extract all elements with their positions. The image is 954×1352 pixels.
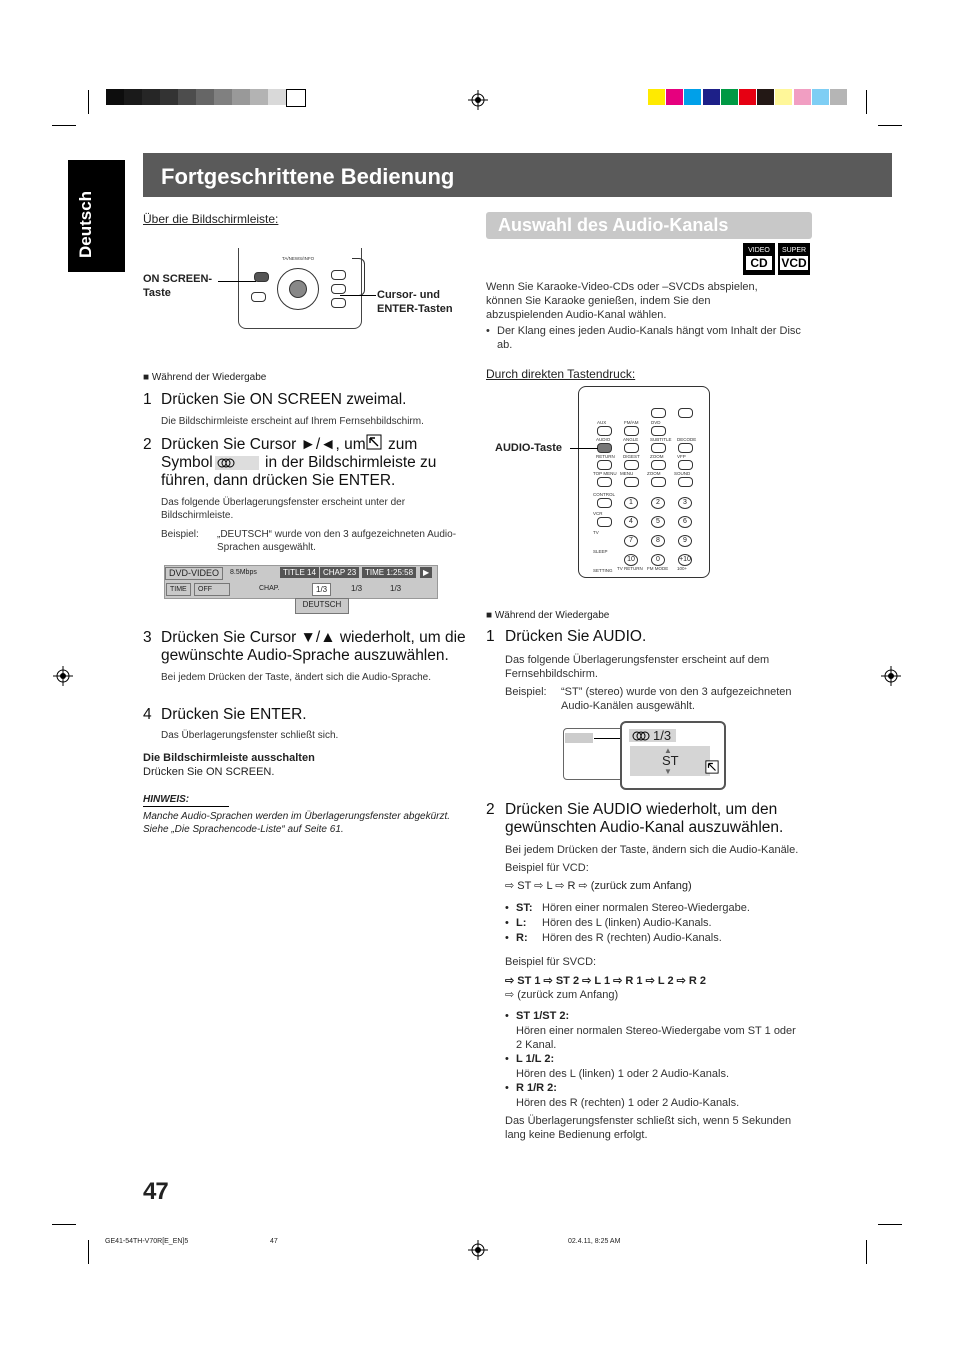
remote-key-label: SLEEP: [593, 549, 608, 554]
definition-term: R 1/R 2:: [516, 1082, 557, 1094]
remote-button: [597, 426, 612, 436]
remote-button: [331, 270, 346, 280]
remote-key-label: TV RETURN: [617, 566, 643, 571]
crop-mark: [866, 90, 867, 114]
remote-button: [251, 292, 266, 302]
definition-text: Hören einer normalen Stereo-Wiedergabe.: [542, 902, 750, 914]
remote-button: [651, 460, 666, 470]
definition-text: Hören einer normalen Stereo-Wiedergabe vom ST 1 oder 2 Kanal.: [516, 1025, 796, 1051]
number-button: 6: [678, 516, 692, 528]
number-button: 3: [678, 497, 692, 509]
remote-key-label: AUX: [597, 420, 607, 425]
enter-button: [289, 280, 307, 298]
gray-swatch: [142, 89, 160, 105]
osd-time: TIME 1:25:58: [362, 567, 416, 578]
down-arrow-icon: ▼: [664, 767, 672, 776]
svcd-example-label: Beispiel für SVCD:: [505, 956, 597, 968]
bullet-dot: •: [505, 1010, 509, 1022]
example-label: Beispiel:: [161, 529, 199, 540]
registration-target-icon: [468, 1240, 488, 1260]
cursor-enter-callout: Cursor- und ENTER-Tasten: [377, 289, 453, 315]
step-1-note: Die Bildschirmleiste erscheint auf Ihrem Fernsehbildschirm.: [161, 416, 424, 427]
callout-line: [340, 295, 376, 296]
definition-text: Hören des L (linken) Audio-Kanals.: [542, 917, 712, 929]
remote-key-label: FM MODE: [647, 566, 669, 571]
step-2-text-b: zum: [388, 436, 418, 453]
step-3-note: Bei jedem Drücken der Taste, ändert sich die Audio-Sprache.: [161, 672, 431, 683]
definition-term: ST 1/ST 2:: [516, 1010, 570, 1022]
remote-button: [254, 272, 269, 282]
svcd-sequence-2: ⇨ (zurück zum Anfang): [505, 989, 619, 1001]
gray-swatch: [106, 89, 124, 105]
remote-key-label: ANGLE: [623, 437, 639, 442]
color-swatch: [794, 89, 811, 105]
super-vcd-badge: [778, 243, 810, 275]
tv-mini-osd: [565, 733, 593, 743]
step-number: 1: [486, 628, 495, 645]
osd-angle-count: 1/3: [390, 584, 402, 593]
bullet-dot: •: [505, 902, 509, 914]
crop-mark: [52, 1224, 76, 1225]
step-4-note: Das Überlagerungsfenster schließt sich.: [161, 730, 339, 741]
osd-deutsch-popup: DEUTSCH: [295, 598, 349, 614]
callout-line: [570, 448, 598, 449]
number-button: 2: [651, 497, 665, 509]
badge-top: VIDEO: [748, 247, 770, 254]
color-swatch: [666, 89, 683, 105]
osd-dvd-video: DVD-VIDEO: [165, 567, 223, 580]
remote-button: [651, 477, 666, 487]
osd-chapter: CHAP 23: [320, 567, 359, 578]
definition-text: Hören des R (rechten) 1 oder 2 Audio-Kanals.: [516, 1097, 740, 1109]
gray-swatch: [286, 89, 306, 107]
remote-button: [651, 408, 666, 418]
step-2-text-d: in der Bildschirmleiste zu: [265, 454, 437, 471]
bullet-dot: •: [505, 917, 509, 929]
remote-right-edge: [352, 258, 365, 296]
remote-key-label: 100+: [677, 566, 688, 571]
remote-key-label: VCR: [593, 511, 603, 516]
badge-top: SUPER: [781, 247, 807, 254]
number-button: 10: [624, 554, 638, 566]
osd-subtitle-count: 1/3: [351, 584, 363, 593]
definition-text: Hören des R (rechten) Audio-Kanals.: [542, 932, 722, 944]
color-swatch: [684, 89, 701, 105]
remote-button: [624, 460, 639, 470]
remote-key-label: SOUND: [674, 471, 691, 476]
step-4-text: Drücken Sie ENTER.: [161, 706, 307, 723]
audio-step-1: Drücken Sie AUDIO.: [505, 628, 647, 645]
osd-repeat-off: OFF: [194, 583, 230, 596]
vcd-sequence: ⇨ ST ⇨ L ⇨ R ⇨ (zurück zum Anfang): [505, 880, 692, 892]
crop-mark: [878, 125, 902, 126]
remote-button: [678, 460, 693, 470]
number-button: +10: [678, 554, 692, 566]
audio-key-button: [651, 443, 666, 453]
osd-title: TITLE 14: [280, 567, 319, 578]
audio-key-button: [678, 443, 693, 453]
audio-example: “ST” (stereo) wurde von den 3 aufgezeichneten Audio-Kanälen ausgewählt.: [561, 686, 792, 712]
audio-key-callout: AUDIO-Taste: [495, 442, 563, 454]
audio-symbol-icon: [215, 456, 259, 470]
intro-text: Wenn Sie Karaoke-Video-CDs oder –SVCDs abspielen, können Sie Karaoke genießen, indem Sie den abzuspielenden Audio-Kanal wählen.: [486, 281, 758, 321]
gray-swatch: [178, 89, 196, 105]
remote-button: [651, 426, 666, 436]
color-swatch: [648, 89, 665, 105]
audio-popup-value: ST: [662, 753, 679, 768]
remote-key-label: SUBTITLE: [650, 437, 672, 442]
on-screen-callout: ON SCREEN- Taste: [143, 273, 213, 299]
via-screen-bar-heading: Über die Bildschirmleiste:: [143, 212, 279, 226]
gray-swatch: [124, 89, 142, 105]
audio-step-2: Drücken Sie AUDIO wiederholt, um den gewünschten Audio-Kanal auszuwählen.: [505, 801, 784, 836]
number-button: 4: [624, 516, 638, 528]
remote-key-label: DIGEST: [623, 454, 640, 459]
footer-page: 47: [270, 1238, 278, 1245]
hint-heading: HINWEIS:: [143, 794, 190, 805]
definition-term: ST:: [516, 902, 533, 914]
step-2-text-a: Drücken Sie Cursor ►/◄, um: [161, 436, 366, 453]
osd-bitrate: 8.5Mbps: [230, 569, 257, 576]
remote-key-label: TA/NEWS/INFO: [282, 256, 315, 261]
up-arrow-icon: ▲: [664, 746, 672, 755]
osd-play-icon: ▶: [420, 567, 432, 578]
remote-button: [678, 408, 693, 418]
section-heading: Auswahl des Audio-Kanals: [486, 212, 812, 239]
remote-key-label: FM/AM: [624, 420, 639, 425]
remote-button: [624, 477, 639, 487]
remote-key-label: RETURN: [596, 454, 615, 459]
remote-button: [597, 498, 612, 508]
direct-press-heading: Durch direkten Tastendruck:: [486, 367, 636, 381]
pointer-icon: [366, 434, 382, 450]
definition-term: R:: [516, 932, 528, 944]
color-swatch: [775, 89, 792, 105]
page-number: 47: [143, 1178, 168, 1205]
color-swatch: [739, 89, 756, 105]
crop-mark: [866, 1240, 867, 1264]
step-1-text: Drücken Sie ON SCREEN zweimal.: [161, 391, 407, 408]
remote-illustration-top: [238, 248, 362, 329]
audio-popup-count: 1/3: [653, 728, 672, 743]
hint-text: Manche Audio-Sprachen werden im Überlagerungsfenster abgekürzt. Siehe „Die Sprachencode-Liste“ auf Seite 61.: [143, 811, 451, 835]
definition-term: L:: [516, 917, 527, 929]
remote-key-label: DVD: [651, 420, 661, 425]
remote-key-label: DECODE: [677, 437, 697, 442]
vcd-example-label: Beispiel für VCD:: [505, 862, 589, 874]
step-number: 4: [143, 706, 152, 723]
bullet-dot: •: [486, 325, 490, 337]
remote-key-label: ZOOM: [647, 471, 661, 476]
remote-key-label: MENU: [620, 471, 634, 476]
color-swatch: [830, 89, 847, 105]
badge-bottom: CD: [746, 256, 772, 270]
footer-date: 02.4.11, 8:25 AM: [568, 1238, 621, 1245]
remote-button: [597, 477, 612, 487]
remote-key-label: SETTING: [593, 568, 613, 573]
registration-target-icon: [53, 666, 73, 686]
remote-button: [678, 477, 693, 487]
off-text: Drücken Sie ON SCREEN.: [143, 766, 275, 778]
step-2-text-c: Symbol: [161, 454, 213, 471]
footer-file: GE41-54TH-V70R[E_EN]5: [105, 1238, 189, 1245]
remote-key-label: TV: [593, 530, 599, 535]
audio-step-2-note: Bei jedem Drücken der Taste, ändern sich die Audio-Kanäle.: [505, 844, 799, 856]
bullet-dot: •: [505, 932, 509, 944]
color-swatch: [812, 89, 829, 105]
page-title: Fortgeschrittene Bedienung: [161, 164, 455, 189]
audio-step-1-note: Das folgende Überlagerungsfenster erscheint auf dem Fernsehbildschirm.: [505, 654, 770, 680]
registration-target-icon: [468, 90, 488, 110]
gray-swatch: [250, 89, 268, 105]
step-number: 2: [143, 436, 152, 453]
language-side-tab: Deutsch: [68, 160, 125, 272]
step-number: 1: [143, 391, 152, 408]
step-2-text-e: führen, dann drücken Sie ENTER.: [161, 472, 396, 489]
registration-target-icon: [881, 666, 901, 686]
audio-key-button: [597, 443, 612, 453]
number-button: 1: [624, 497, 638, 509]
svcd-sequence: ⇨ ST 1 ⇨ ST 2 ⇨ L 1 ⇨ R 1 ⇨ L 2 ⇨ R 2: [505, 975, 707, 987]
remote-button: [331, 298, 346, 308]
step-2-note: Das folgende Überlagerungsfenster erscheint unter der Bildschirmleiste.: [161, 497, 406, 521]
number-button: 7: [624, 535, 638, 547]
intro-bullet: Der Klang eines jeden Audio-Kanals hängt vom Inhalt der Disc ab.: [497, 325, 801, 351]
crop-mark: [52, 125, 76, 126]
video-cd-badge: [743, 243, 775, 275]
osd-time-button: TIME: [166, 583, 191, 596]
step-number: 3: [143, 629, 152, 646]
osd-chap-button: CHAP.: [259, 585, 280, 592]
badge-bottom: VCD: [781, 256, 807, 270]
step-3-text: Drücken Sie Cursor ▼/▲ wiederholt, um die gewünschte Audio-Sprache auszuwählen.: [161, 629, 466, 664]
remote-key-label: CONTROL: [593, 492, 616, 497]
example-text: „DEUTSCH“ wurde von den 3 aufgezeichneten Audio-Sprachen ausgewählt.: [217, 529, 457, 553]
callout-line: [218, 281, 256, 282]
during-playback-label: ■ Während der Wiedergabe: [143, 372, 267, 383]
number-button: 9: [678, 535, 692, 547]
audio-channel-icon: [631, 730, 651, 742]
gray-swatch: [160, 89, 178, 105]
gray-swatch: [196, 89, 214, 105]
number-button: 5: [651, 516, 665, 528]
example-label: Beispiel:: [505, 686, 547, 698]
during-playback-label: ■ Während der Wiedergabe: [486, 610, 610, 621]
color-swatch: [703, 89, 720, 105]
remote-button: [624, 426, 639, 436]
step-number: 2: [486, 801, 495, 818]
remote-button: [331, 284, 346, 294]
remote-button: [597, 517, 612, 527]
off-heading: Die Bildschirmleiste ausschalten: [143, 752, 315, 764]
color-swatch: [721, 89, 738, 105]
audio-key-button: [624, 443, 639, 453]
number-button: 0: [651, 554, 665, 566]
remote-key-label: VFP: [677, 454, 686, 459]
remote-key-label: TOP MENU: [593, 471, 617, 476]
bullet-dot: •: [505, 1082, 509, 1094]
remote-button: [597, 460, 612, 470]
gray-swatch: [232, 89, 250, 105]
crop-mark: [88, 1240, 89, 1264]
color-swatch: [757, 89, 774, 105]
bullet-dot: •: [505, 1053, 509, 1065]
crop-mark: [878, 1224, 902, 1225]
definition-text: Hören des L (linken) 1 oder 2 Audio-Kanals.: [516, 1068, 729, 1080]
definition-term: L 1/L 2:: [516, 1053, 555, 1065]
number-button: 8: [651, 535, 665, 547]
pointer-icon: [705, 760, 719, 774]
remote-key-label: AUDIO: [596, 437, 611, 442]
remote-key-label: ZOOM: [650, 454, 664, 459]
gray-swatch: [268, 89, 286, 105]
closing-text: Das Überlagerungsfenster schließt sich, wenn 5 Sekunden lang keine Bedienung erfolgt.: [505, 1115, 792, 1141]
gray-swatch: [214, 89, 232, 105]
hint-rule: [143, 806, 229, 807]
crop-mark: [88, 90, 89, 114]
osd-audio-count: 1/3: [312, 583, 331, 596]
